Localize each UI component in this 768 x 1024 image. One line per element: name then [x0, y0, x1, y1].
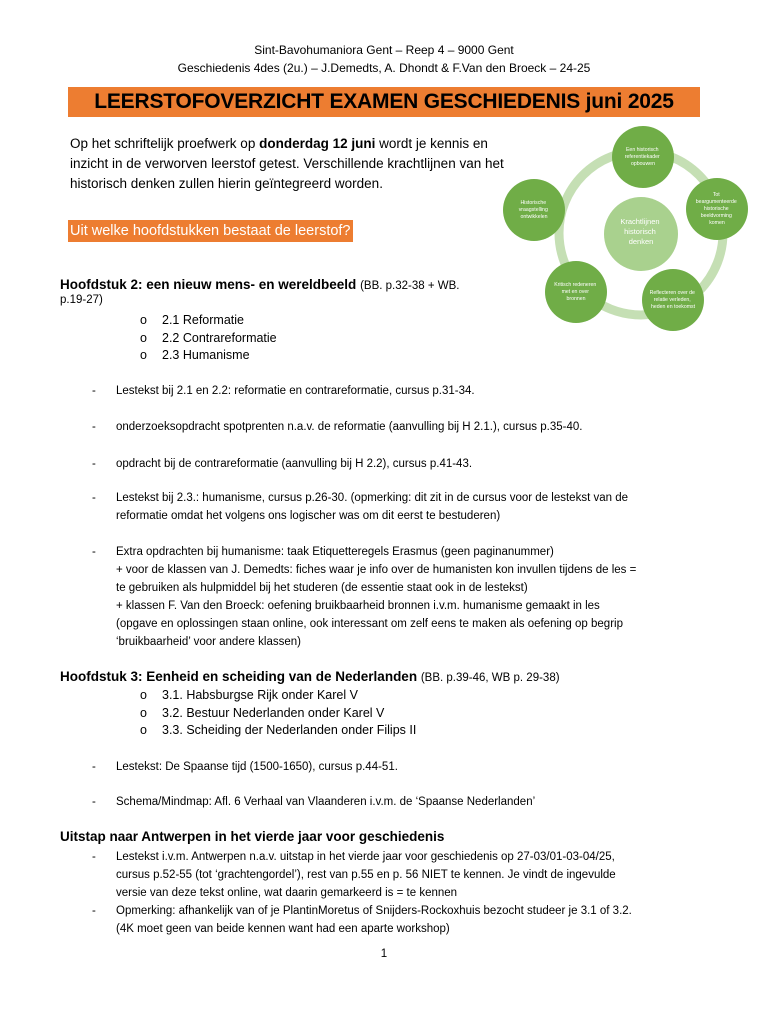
svg-text:Reflecteren over de rela: Reflecteren over de relatie verleden, heden en toekomst	[649, 290, 696, 310]
page-number: 1	[380, 948, 388, 960]
chapter-3-sub-2: o 3.2. Bestuur Nederlanden onder Karel V	[140, 705, 385, 720]
section-heading: Uit welke hoofdstukken bestaat de leerstof?	[68, 220, 353, 242]
chapter-2-sub-1: o 2.1 Reformatie	[140, 313, 244, 327]
chapter-2-item-3: - opdracht bij de contrareformatie (aanvulling bij H 2.2), cursus p.41-43.	[92, 458, 473, 470]
chapter-2-ref-continued: p.19-27)	[60, 294, 103, 306]
intro-paragraph	[70, 134, 510, 194]
chapter-2-title: Hoofdstuk 2: een nieuw mens- en wereldbeeld (BB. p.32-38 + WB.	[60, 277, 460, 292]
trip-title: Uitstap naar Antwerpen in het vierde jaar voor geschiedenis	[60, 829, 445, 844]
chapter-3-title: Hoofdstuk 3: Eenheid en scheiding van de Nederlanden (BB. p.39-46, WB p. 29-38)	[60, 669, 560, 684]
svg-text:Kritisch redeneren met e: Kritisch redeneren met en over bronnen	[554, 282, 597, 302]
intro-exam-date: donderdag 12 juni	[259, 136, 376, 151]
intro-text-after: wordt je kennis en inzicht in de verworven leerstof getest. Verschillende krachtlijnen van het historisch denken zullen hierin geïntegreerd worden.	[70, 136, 504, 191]
chapter-3-item-2: - Schema/Mindmap: Afl. 6 Verhaal van Vlaanderen i.v.m. de ‘Spaanse Nederlanden’	[92, 796, 536, 808]
chapter-3-ref: (BB. p.39-46, WB p. 29-38)	[420, 672, 560, 684]
intro-text-before: Op het schriftelijk proefwerk op	[70, 136, 260, 151]
diagram-node-referentiekader	[612, 126, 674, 188]
diagram-node-kritisch-redeneren	[545, 261, 607, 323]
svg-text:Historische vraagstellin: Historische vraagstelling ontwikkelen	[518, 200, 548, 220]
course-header: Geschiedenis 4des (2u.) – J.Demedts, A. Dhondt & F.Van den Broeck – 24-25	[177, 61, 591, 75]
chapter-3-sub-3: o 3.3. Scheiding der Nederlanden onder Filips II	[140, 723, 417, 737]
chapter-2-item-4: - Lestekst bij 2.3.: humanisme, cursus p.26-30. (opmerking: dit zit in de cursus voor de lestekst van de reformatie omdat het volgens ons logischer was om dit eerst te bestuderen)	[92, 492, 628, 522]
svg-text:Tot beargumenteerde: Tot beargumenteerde historische beeldvorming komen	[695, 192, 737, 226]
chapter-2-item-2: - onderzoeksopdracht spotprenten n.a.v. de reformatie (aanvulling bij H 2.1.), cursus p.35-40.	[92, 421, 583, 433]
trip-item-1: - Lestekst i.v.m. Antwerpen n.a.v. uitstap in het vierde jaar voor geschiedenis op 27-03/01-03-04/25, cursus p.52-55 (tot ‘grachtengordel’), rest van p.55 en p. 56 NIET te kennen. Je vindt de ingevulde versie van deze tekst online, wat daarin gemarkeerd is = te kennen	[92, 851, 616, 899]
historical-thinking-diagram	[498, 126, 760, 342]
chapter-2-ref: (BB. p.32-38 + WB.	[360, 280, 460, 292]
chapter-3-sub-1: o 3.1. Habsburgse Rijk onder Karel V	[140, 688, 358, 702]
chapter-2-sub-3: o 2.3 Humanisme	[140, 348, 250, 362]
chapter-3-item-1: - Lestekst: De Spaanse tijd (1500-1650), cursus p.44-51.	[92, 761, 398, 773]
diagram-node-vraagstelling	[503, 179, 565, 241]
school-header: Sint-Bavohumaniora Gent – Reep 4 – 9000 Gent	[254, 43, 514, 57]
chapter-2-item-5: - Extra opdrachten bij humanisme: taak Etiquetteregels Erasmus (geen paginanummer) + voor de klassen van J. Demedts: fiches waar je info over de humanisten kon invullen tijdens de les = te gebruiken als hulpmiddel bij het studeren (de essentie staat ook in de lestekst) + klassen F. Van den Broeck: oefening bruikbaarheid bronnen i.v.m. humanisme gemaakt in les (opgave en oplossingen staan online, ook interessant om zelf eens te maken als oefening op begrip ‘bruikbaarheid’ voor andere klassen)	[92, 546, 637, 648]
diagram-node-reflecteren	[642, 269, 704, 331]
diagram-center-label: Krachtlijnen historisch denken	[620, 217, 660, 246]
chapter-2-item-1: - Lestekst bij 2.1 en 2.2: reformatie en contrareformatie, cursus p.31-34.	[92, 385, 475, 397]
diagram-node-beeldvorming	[686, 178, 748, 240]
chapter-2-sub-2: o 2.2 Contrareformatie	[140, 330, 277, 345]
page-title: LEERSTOFOVERZICHT EXAMEN GESCHIEDENIS juni 2025	[68, 87, 700, 117]
svg-text:Een historisch referenti: Een historisch referentiekader opbouwen	[624, 147, 660, 167]
trip-item-2: - Opmerking: afhankelijk van of je PlantinMoretus of Snijders-Rockoxhuis bezocht studeer je 3.1 of 3.2. (4K moet geen van beide kennen want had een aparte workshop)	[92, 905, 632, 935]
